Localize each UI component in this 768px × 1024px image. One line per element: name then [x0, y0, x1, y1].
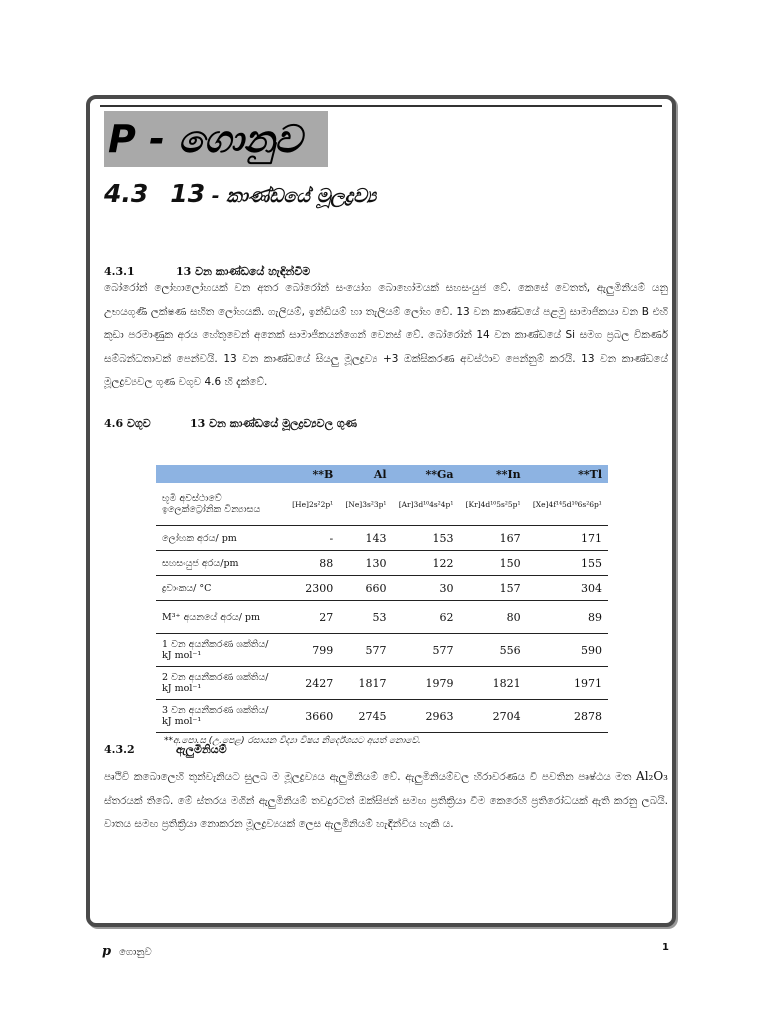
table-cell: 153: [393, 526, 460, 551]
properties-table-wrap: [156, 465, 608, 746]
table-cell: 143: [339, 526, 392, 551]
table-row: [156, 700, 608, 733]
table-row: [156, 601, 608, 634]
table-cell: 577: [339, 634, 392, 667]
footer-text: ගොනුව: [119, 947, 152, 958]
table-cell: [Xe]4f¹⁴5d¹⁰6s²6p¹: [527, 483, 608, 526]
table-header-row: [156, 465, 608, 483]
paragraph-aluminium: පෘථිවි කබොලෙහි තුන්වැනියට සුලබ ම මූලද්‍රව්‍යය ඇලුමිනියම් වේ. ඇලුමිනියම්වල හිරාවරණය වී පවතින පෘෂ්ඨය මත Al₂O₃ ස්තරයක් තිබේ. මේ ස්තරය මගින් ඇලුමිනියම් තවදුරටත් ඔක්සිජන් සමඟ ප්‍රතික්‍රියා වීම කෙරෙහි ප්‍රතිරෝධයක් ඇති කරනු ලබයි. වාතය සමඟ ප්‍රතික්‍රියා නොකරන මූලද්‍රව්‍යයක් ලෙස ඇලුමිනියම් හැඳින්විය හැකි ය.: [104, 769, 668, 830]
page-title: P - ගොනුව: [108, 117, 302, 161]
table-row: [156, 667, 608, 700]
table-cell: 1817: [339, 667, 392, 700]
section-title: - කාණ්ඩයේ මූලද්‍රව්‍ය: [205, 185, 377, 207]
table-cell: 122: [393, 551, 460, 576]
subsection-heading-2: 4.3.2 ඇලුමිනියම්: [104, 743, 227, 756]
table-cell: 155: [527, 551, 608, 576]
table-cell: 2704: [459, 700, 526, 733]
table-header-cell: **Ga: [393, 465, 460, 483]
table-cell: 150: [459, 551, 526, 576]
footer-label: [102, 944, 152, 959]
table-cell: [Ar]3d¹⁰4s²4p¹: [393, 483, 460, 526]
table-cell: 2745: [339, 700, 392, 733]
page-number: 1: [662, 942, 669, 953]
row-label: සහසංයුජ අරය/pm: [156, 551, 286, 576]
table-cell: 1971: [527, 667, 608, 700]
table-cell: 590: [527, 634, 608, 667]
table-cell: 2300: [286, 576, 339, 601]
top-rule: [100, 105, 662, 107]
table-cell: 1979: [393, 667, 460, 700]
table-cell: -: [286, 526, 339, 551]
paragraph-intro: බෝරෝන් ලෝහාලෝහයක් වන අතර බෝරෝන් සංයෝග බොහෝමයක් සහසංයුජ වේ. කෙසේ වෙතත්, ඇලුමිනියම් යනු උභයගුණී ලක්ෂණ සහිත ලෝහයකි. ගැලියම්, ඉන්ඩියම් හා තැලියම් ලෝහ වේ. 13 වන කාණ්ඩයේ පළමු සාමාජිකයා වන B එහි කුඩා පරමාණුක අරය හේතුවෙන් අනෙක් සාමාජිකයන්ගෙන් වෙනස් වේ. බෝරෝන් 14 වන කාණ්ඩයේ Si සමග ප්‍රබල විකර්ණ සම්බන්ධතාවක් පෙන්වයි. 13 වන කාණ්ඩයේ සියලු මූලද්‍රව්‍ය +3 ඔක්සිකරණ අවස්ථාව පෙන්නුම් කරයි. 13 වන කාණ්ඩයේ මූලද්‍රව්‍යවල ගුණ වගුව 4.6 හි දැක්වේ.: [104, 282, 668, 388]
table-cell: 62: [393, 601, 460, 634]
table-cell: 130: [339, 551, 392, 576]
row-label: 1 වන අයනීකරණ ශක්තිය/ kJ mol⁻¹: [156, 634, 286, 667]
table-cell: 799: [286, 634, 339, 667]
table-cell: 89: [527, 601, 608, 634]
table-header-cell: Al: [339, 465, 392, 483]
table-header-cell: **Tl: [527, 465, 608, 483]
row-label: 2 වන අයනීකරණ ශක්තිය/ kJ mol⁻¹: [156, 667, 286, 700]
table-footnote: **අ.පො.ස (උ.පෙළ) රසායන විද්‍යා විෂය නිර්දේශයට අයත් නොවේ.: [164, 736, 421, 746]
table-caption: 4.6 වගුව 13 වන කාණ්ඩයේ මූලද්‍රව්‍යවල ගුණ: [104, 417, 358, 430]
page-frame: [86, 95, 676, 927]
table-header-cell: **B: [286, 465, 339, 483]
row-label: 3 වන අයනීකරණ ශක්තිය/ kJ mol⁻¹: [156, 700, 286, 733]
section-number: 4.3: [104, 179, 149, 208]
section-heading: [104, 179, 376, 208]
table-cell: 2878: [527, 700, 608, 733]
subsection-heading-1: 4.3.1 13 වන කාණ්ඩයේ හැඳින්වීම: [104, 265, 311, 278]
row-label: ද්‍රවාංකය/ °C: [156, 576, 286, 601]
table-cell: 1821: [459, 667, 526, 700]
table-cell: 167: [459, 526, 526, 551]
table-cell: [Kr]4d¹⁰5s²5p¹: [459, 483, 526, 526]
table-cell: 88: [286, 551, 339, 576]
table-header-cell: **In: [459, 465, 526, 483]
row-label: ලෝහක අරය/ pm: [156, 526, 286, 551]
table-cell: 304: [527, 576, 608, 601]
section-title-num: 13: [170, 179, 206, 208]
table-cell: 80: [459, 601, 526, 634]
properties-table: [156, 465, 608, 733]
table-cell: 556: [459, 634, 526, 667]
footer-p: p: [102, 944, 112, 959]
table-row: [156, 526, 608, 551]
table-row: [156, 551, 608, 576]
table-row: [156, 634, 608, 667]
table-header-cell: [156, 465, 286, 483]
table-cell: 3660: [286, 700, 339, 733]
table-row: [156, 576, 608, 601]
table-cell: 2427: [286, 667, 339, 700]
table-cell: 577: [393, 634, 460, 667]
table-cell: [He]2s²2p¹: [286, 483, 339, 526]
table-cell: 2963: [393, 700, 460, 733]
table-row: [156, 483, 608, 526]
table-cell: [Ne]3s²3p¹: [339, 483, 392, 526]
row-label: භූමි අවස්ථාවේ ඉලෙක්ට්‍රෝනික වින්‍යාසය: [156, 483, 286, 526]
row-label: M³⁺ අයනයේ අරය/ pm: [156, 601, 286, 634]
chemical-formula: Al₂O₃: [636, 769, 668, 783]
table-cell: 27: [286, 601, 339, 634]
table-cell: 30: [393, 576, 460, 601]
table-cell: 53: [339, 601, 392, 634]
table-cell: 660: [339, 576, 392, 601]
table-cell: 157: [459, 576, 526, 601]
table-cell: 171: [527, 526, 608, 551]
